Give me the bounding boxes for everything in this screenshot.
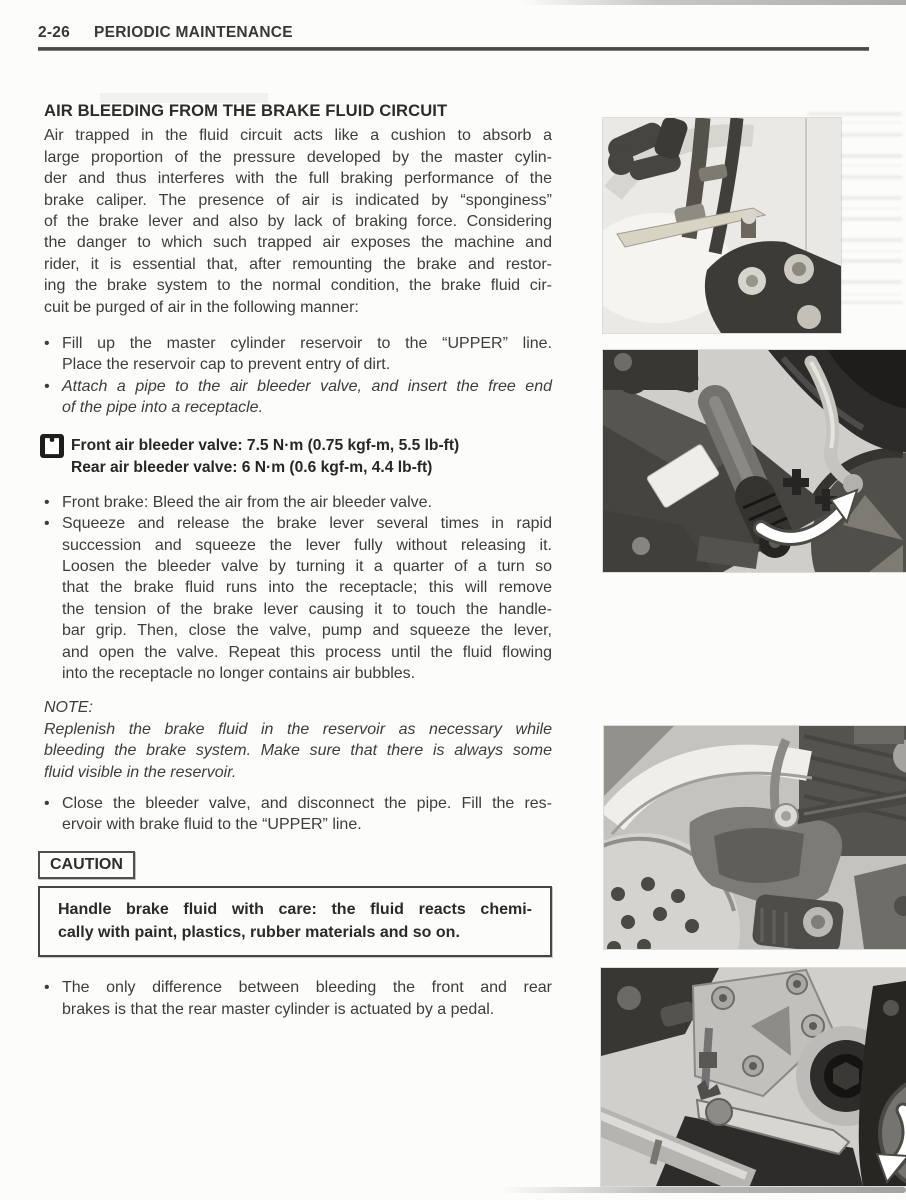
photo-front-caliper-bleeder (603, 118, 841, 333)
page-header (38, 24, 869, 51)
bullet-text: Squeeze and release the brake lever several times in rapid succession and squeeze the lever fully without releasing it. Loosen the bleeder valve by turning it a quarter of a turn so that the brake fluid runs into the receptacle; this will remove the tension of the brake lever causing it to touch the handle- bar grip. Then, close the valve, pump and squeeze the lever, and open the valve. Repeat this process until the fluid flowing into the receptacle no longer contains air bubbles. (62, 515, 552, 682)
photo-rear-pedal-graphic (601, 968, 906, 1186)
note-text: Replenish the brake fluid in the reservoir as necessary while bleeding the brake system. Make sure that there is always some fluid visible in the reservoir. (44, 720, 552, 781)
bleeder-valve-shape (742, 210, 756, 224)
bullet-close-valve (44, 793, 552, 836)
page-number: 2-26 (38, 24, 71, 41)
photo-rear-pedal-actuation (601, 968, 906, 1186)
main-text-column (38, 100, 552, 1020)
bullet-front-rear-difference (44, 977, 552, 1020)
scan-artifact-bottom (500, 1187, 906, 1193)
torque-front-value: Front air bleeder valve: 7.5 N·m (0.75 kgf-m, 5.5 lb-ft) (71, 436, 460, 454)
bullet-text: The only difference between bleeding the front and rear brakes is that the rear master cylinder is actuated by a pedal. (62, 979, 552, 1018)
bullet-attach-pipe (44, 376, 552, 419)
bullet-marker: • (44, 335, 50, 353)
photo-brake-lever-graphic (603, 350, 906, 572)
bullet-marker: • (44, 794, 50, 812)
bullet-front-brake (44, 492, 552, 513)
bullet-marker: • (44, 493, 50, 511)
note-block (44, 697, 552, 783)
photo-brake-lever-squeeze (603, 350, 906, 572)
header-rule (38, 47, 869, 51)
bullet-marker: • (44, 377, 50, 395)
bullet-squeeze-lever (44, 513, 552, 684)
intro-paragraph: Air trapped in the fluid circuit acts like a cushion to absorb a large proportion of the pressure developed by the master cylin- der and thus interferes with the full braking performance of the brake caliper. The presence of air is indicated by “sponginess” of the brake lever and also by lack of braking force. Considering the danger to which such trapped air exposes the machine and rider, it is essential that, after remounting the brake and restor- ing the brake system to the normal condition, the brake fluid cir- cuit be purged of air in the following manner: (44, 127, 552, 316)
bullet-marker: • (44, 515, 50, 533)
torque-spec (40, 435, 552, 479)
bullet-text: Fill up the master cylinder reservoir to the “UPPER” line. Place the reservoir cap to prevent entry of dirt. (62, 335, 552, 374)
photo-front-caliper-graphic (603, 118, 841, 333)
page-title: AIR BLEEDING FROM THE BRAKE FLUID CIRCUIT (44, 101, 448, 120)
photo-rear-caliper-bleeder (604, 726, 906, 949)
bullet-text: Front brake: Bleed the air from the air bleeder valve. (62, 493, 432, 511)
bullet-text: Close the bleeder valve, and disconnect the pipe. Fill the res- ervoir with brake fluid to the “UPPER” line. (62, 794, 552, 834)
torque-wrench-icon (40, 434, 64, 458)
bullet-fill-reservoir (44, 333, 552, 376)
photo-rear-caliper-graphic (604, 726, 906, 949)
bullet-text: Attach a pipe to the air bleeder valve, and insert the free end of the pipe into a receptacle. (62, 377, 552, 417)
caution-label: CAUTION (38, 851, 135, 879)
scan-artifact-top (520, 0, 906, 5)
caution-box: Handle brake fluid with care: the fluid reacts chemi- cally with paint, plastics, rubber materials and so on. (38, 886, 552, 957)
bullet-marker: • (44, 979, 50, 997)
section-title: PERIODIC MAINTENANCE (94, 24, 293, 41)
note-label: NOTE: (44, 699, 93, 717)
torque-rear-value: Rear air bleeder valve: 6 N·m (0.6 kgf-m, 4.4 lb-ft) (71, 458, 433, 476)
